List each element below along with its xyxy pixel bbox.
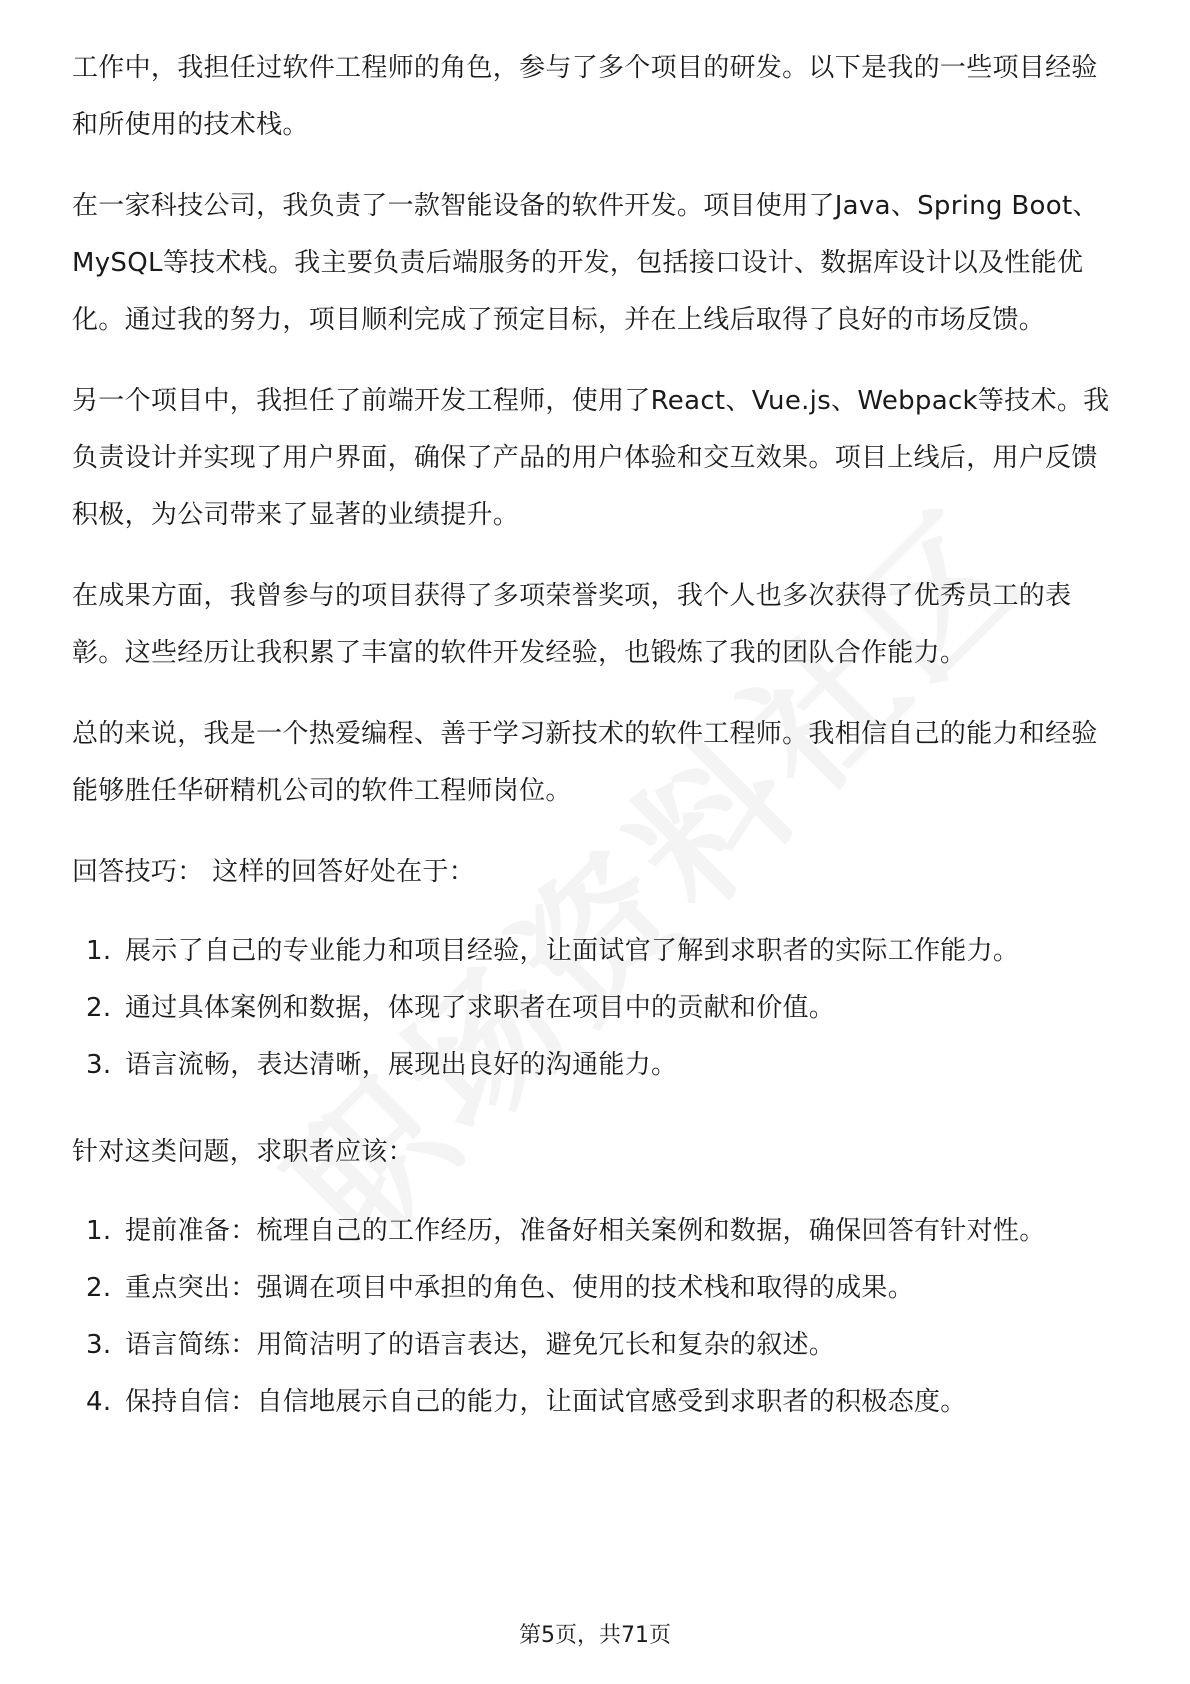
list-number: 4. [86, 1387, 112, 1417]
list-item [72, 1203, 1122, 1260]
list-text: 展示了自己的专业能力和项目经验，让面试官了解到求职者的实际工作能力。 [125, 936, 1020, 966]
list-number: 2. [86, 1273, 112, 1303]
list-item [72, 1037, 1122, 1094]
paragraph-intro: 工作中，我担任过软件工程师的角色，参与了多个项目的研发。以下是我的一些项目经验和所使用的技术栈。 [72, 53, 1098, 140]
list-text: 保持自信：自信地展示自己的能力，让面试官感受到求职者的积极态度。 [125, 1387, 967, 1417]
list-text: 语言流畅，表达清晰，展现出良好的沟通能力。 [125, 1050, 678, 1080]
paragraph-project-frontend: 另一个项目中，我担任了前端开发工程师，使用了React、Vue.js、Webpack等技术。我负责设计并实现了用户界面，确保了产品的用户体验和交互效果。项目上线后，用户反馈积极，为公司带来了显著的业绩提升。 [72, 386, 1110, 530]
list-text: 通过具体案例和数据，体现了求职者在项目中的贡献和价值。 [125, 993, 836, 1023]
list-item [72, 1260, 1122, 1317]
advice-heading: 针对这类问题，求职者应该： [72, 1137, 414, 1167]
list-text: 重点突出：强调在项目中承担的角色、使用的技术栈和取得的成果。 [125, 1273, 915, 1303]
list-number: 3. [86, 1330, 112, 1360]
list-number: 2. [86, 993, 112, 1023]
list-text: 提前准备：梳理自己的工作经历，准备好相关案例和数据，确保回答有针对性。 [125, 1216, 1046, 1246]
list-text: 语言简练：用简洁明了的语言表达，避免冗长和复杂的叙述。 [125, 1330, 836, 1360]
list-item [72, 980, 1122, 1037]
tips-heading: 回答技巧： 这样的回答好处在于： [72, 857, 476, 887]
list-number: 1. [86, 936, 112, 966]
list-number: 1. [86, 1216, 112, 1246]
paragraph-project-backend: 在一家科技公司，我负责了一款智能设备的软件开发。项目使用了Java、Spring Boot、MySQL等技术栈。我主要负责后端服务的开发，包括接口设计、数据库设计以及性能优化。通过我的努力，项目顺利完成了预定目标，并在上线后取得了良好的市场反馈。 [72, 191, 1099, 335]
paragraph-achievements: 在成果方面，我曾参与的项目获得了多项荣誉奖项，我个人也多次获得了优秀员工的表彰。这些经历让我积累了丰富的软件开发经验，也锻炼了我的团队合作能力。 [72, 581, 1072, 668]
list-number: 3. [86, 1050, 112, 1080]
document-page [72, 40, 1122, 1461]
list-item [72, 1374, 1122, 1431]
list-item [72, 1317, 1122, 1374]
tips-list [72, 923, 1122, 1094]
paragraph-summary: 总的来说，我是一个热爱编程、善于学习新技术的软件工程师。我相信自己的能力和经验能够胜任华研精机公司的软件工程师岗位。 [72, 719, 1098, 806]
advice-list [72, 1203, 1122, 1431]
list-item [72, 923, 1122, 980]
page-number: 第5页，共71页 [519, 1623, 671, 1648]
